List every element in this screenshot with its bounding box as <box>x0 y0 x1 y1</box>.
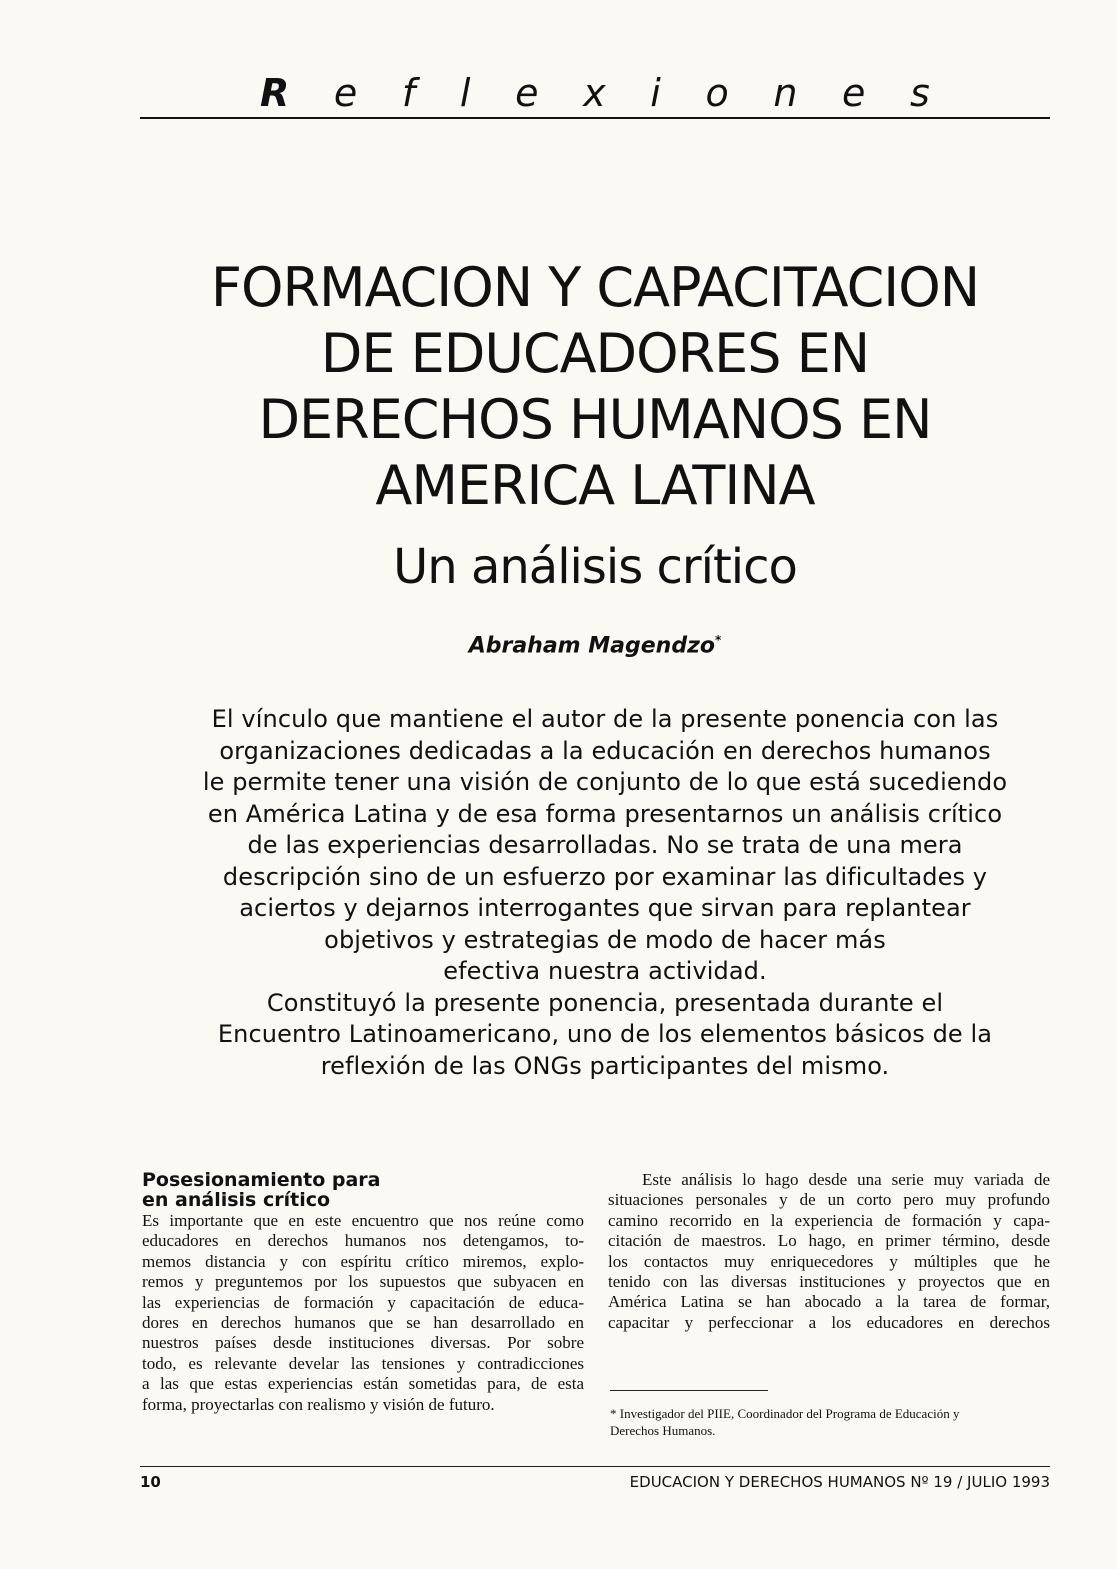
section-letter: i <box>650 71 661 115</box>
abstract-line: Encuentro Latinoamericano, uno de los elementos básicos de la <box>217 1020 993 1048</box>
body-line: situaciones personales y de un corto pero muy profundo <box>608 1190 1050 1210</box>
abstract-line: reflexión de las ONGs participantes del mismo. <box>320 1051 890 1080</box>
body-line: capacitar y perfeccionar a los educadores en derechos <box>608 1312 1050 1332</box>
page-number: 10 <box>140 1473 161 1491</box>
section-heading <box>140 68 1050 118</box>
body-line: citación de maestros. Lo hago, en primer término, desde <box>608 1231 1050 1251</box>
body-line: memos distancia y con espíritu crítico miremos, explo- <box>142 1251 584 1271</box>
article-title <box>90 255 1100 519</box>
section-letter: s <box>910 71 930 115</box>
column-heading-line: Posesionamiento para <box>142 1169 381 1191</box>
body-line: camino recorrido en la experiencia de formación y capa- <box>608 1210 1050 1230</box>
column-heading <box>142 1170 584 1210</box>
abstract-line: le permite tener una visión de conjunto de lo que está sucediendo <box>202 768 1008 796</box>
body-line: Este análisis lo hago desde una serie muy variada de <box>642 1170 1050 1189</box>
body-line: los contactos muy enriquecedores y múltiples que he <box>608 1251 1050 1271</box>
title-line: DE EDUCADORES EN <box>320 322 870 385</box>
footnote-line: * Investigador del PIIE, Coordinador del Programa de Educación y <box>610 1406 960 1421</box>
body-line: dores en derechos humanos que se han desarrollado en <box>142 1313 584 1333</box>
abstract-line: aciertos y dejarnos interrogantes que sirvan para replantear <box>239 894 971 922</box>
author-name: Abraham Magendzo <box>468 633 715 659</box>
body-line: educadores en derechos humanos nos detengamos, to- <box>142 1231 584 1251</box>
author-byline <box>90 625 1100 661</box>
body-line: forma, proyectarlas con realismo y visión de futuro. <box>142 1394 495 1414</box>
article-subtitle: Un análisis crítico <box>393 539 797 595</box>
body-line: remos y preguntemos por los supuestos que subyacen en <box>142 1272 584 1292</box>
abstract-line: efectiva nuestra actividad. <box>443 957 767 985</box>
body-line: Es importante que en este encuentro que nos reúne como <box>142 1211 584 1230</box>
author-footnote-mark: * <box>715 633 722 647</box>
abstract-line: descripción sino de un esfuerzo por examinar las dificultades y <box>222 862 988 891</box>
right-column <box>608 1170 1050 1333</box>
body-line: tenido con las diversas instituciones y proyectos que en <box>608 1272 1050 1292</box>
body-line: todo, es relevante develar las tensiones y contradicciones <box>142 1353 584 1373</box>
abstract-line: Constituyó la presente ponencia, presentada durante el <box>266 988 944 1017</box>
section-letter: o <box>705 71 729 115</box>
title-line: AMERICA LATINA <box>375 454 815 517</box>
section-rule <box>140 117 1050 119</box>
body-line: América Latina se han abocado a la tarea de formar, <box>608 1292 1050 1312</box>
footnote-line: Derechos Humanos. <box>610 1423 716 1438</box>
section-letter: e <box>333 71 358 115</box>
footnote <box>610 1405 1050 1439</box>
section-letter: l <box>459 71 471 115</box>
section-letter: n <box>773 71 798 115</box>
journal-name: EDUCACION Y DERECHOS HUMANOS Nº 19 / JULIO 1993 <box>629 1473 1050 1491</box>
body-line: a las que estas experiencias están sometidas para, de esta <box>142 1374 584 1394</box>
footer-rule <box>140 1466 1050 1467</box>
footnote-rule <box>610 1390 768 1391</box>
column-heading-line: en análisis crítico <box>142 1189 331 1211</box>
abstract-line: en América Latina y de esa forma presentarnos un análisis crítico <box>207 799 1003 828</box>
title-line: DERECHOS HUMANOS EN <box>258 388 932 451</box>
title-line: FORMACION Y CAPACITACION <box>210 256 980 319</box>
body-line: las experiencias de formación y capacitación de educa- <box>142 1292 584 1312</box>
section-letter: x <box>583 71 606 115</box>
abstract-line: organizaciones dedicadas a la educación en derechos humanos <box>219 736 991 765</box>
body-line: nuestros países desde instituciones diversas. Por sobre <box>142 1333 584 1353</box>
abstract <box>120 704 1090 1082</box>
left-column <box>142 1170 584 1415</box>
section-letter: R <box>260 71 290 115</box>
section-letter: f <box>401 71 416 115</box>
abstract-line: El vínculo que mantiene el autor de la presente ponencia con las <box>211 705 999 733</box>
abstract-line: de las experiencias desarrolladas. No se trata de una mera <box>247 831 963 859</box>
section-letter: e <box>515 71 539 115</box>
section-letter: e <box>842 71 866 115</box>
abstract-line: objetivos y estrategias de modo de hacer más <box>324 925 886 954</box>
